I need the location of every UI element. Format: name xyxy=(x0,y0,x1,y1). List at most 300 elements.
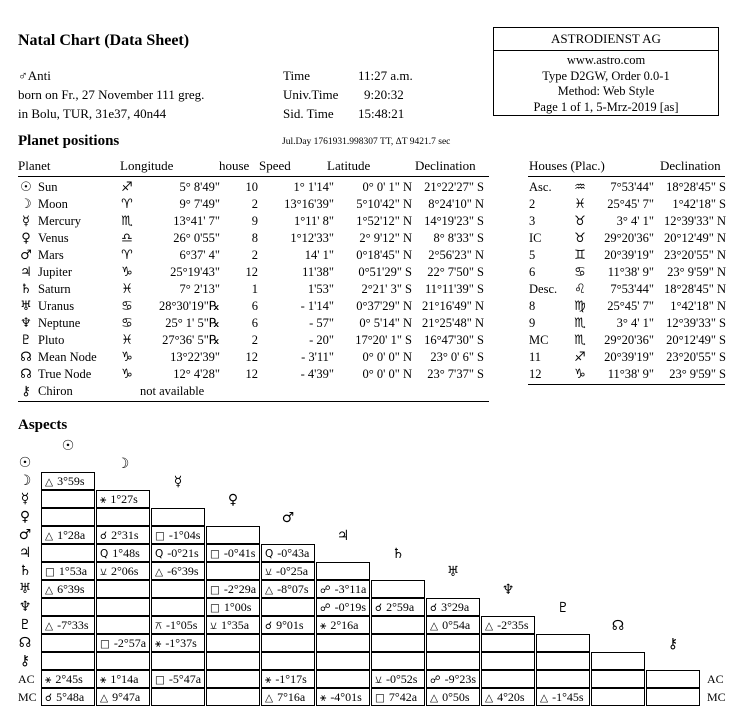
aspect-cell xyxy=(151,652,205,670)
aspect-orb: -6°39s xyxy=(167,564,199,578)
house-name: Desc. xyxy=(529,282,558,296)
aspect-cell xyxy=(426,616,480,634)
aspect-cell xyxy=(261,670,315,688)
aspect-cell xyxy=(206,616,260,634)
planet-latitude: 5°10'42" N xyxy=(356,197,412,211)
person-info xyxy=(18,66,204,123)
planet-latitude: 2° 9'12" N xyxy=(359,231,412,245)
aspect-glyph-icon: ☍ xyxy=(430,674,441,686)
aspect-orb: 9°01s xyxy=(276,618,304,632)
aspect-glyph-icon: Q xyxy=(265,548,274,560)
planet-house: 12 xyxy=(245,367,258,381)
aspect-glyph-icon: △ xyxy=(100,692,109,704)
zodiac-sign-icon: ♓ xyxy=(121,333,133,348)
aspect-cell xyxy=(41,544,95,562)
aspect-orb: -5°47a xyxy=(168,672,202,686)
planet-latitude: 0° 0' 1" N xyxy=(362,180,412,194)
col-header-latitude: Latitude xyxy=(327,158,371,173)
aspect-cell xyxy=(261,562,315,580)
col-header-speed: Speed xyxy=(259,158,291,173)
aspect-cell xyxy=(591,670,645,688)
aspect-glyph-icon: △ xyxy=(265,584,274,596)
planet-latitude: 0°37'29" N xyxy=(356,299,412,313)
planet-glyph-icon: ♇ xyxy=(20,333,32,348)
house-declination: 12°39'33" N xyxy=(663,214,726,228)
astrodienst-box xyxy=(493,27,719,116)
aspect-glyph-icon: ☌ xyxy=(100,530,108,542)
aspect-glyph-icon: ⚺ xyxy=(100,566,107,578)
aspect-cell xyxy=(41,490,95,508)
house-row xyxy=(528,213,728,230)
planet-longitude: 6°37' 4" xyxy=(179,248,220,262)
planet-glyph-icon: ☉ xyxy=(20,180,32,195)
aspect-glyph-icon: △ xyxy=(155,566,164,578)
aspect-cell xyxy=(206,580,260,598)
aspect-row-label: MC xyxy=(18,690,37,704)
aspect-row-label: ☊ xyxy=(18,635,32,651)
col-header-house: house xyxy=(219,158,250,173)
planet-glyph-icon: ☊ xyxy=(20,350,32,365)
planet-declination: 23° 0' 6" S xyxy=(430,350,484,364)
aspect-orb: 9°47a xyxy=(112,690,141,704)
zodiac-sign-icon: ♓ xyxy=(121,282,133,297)
aspect-cell xyxy=(371,598,425,616)
aspect-cell xyxy=(261,688,315,706)
house-row xyxy=(528,315,728,332)
aspect-orb: -1°45s xyxy=(552,690,584,704)
planet-glyph-icon: ♆ xyxy=(20,316,32,331)
aspect-orb: -4°01s xyxy=(330,690,362,704)
house-row xyxy=(528,366,728,383)
planet-name: Mercury xyxy=(38,214,82,228)
aspect-orb: -0°52s xyxy=(386,672,418,686)
planet-row xyxy=(18,366,490,383)
aspect-glyph-icon: ⚺ xyxy=(210,620,217,632)
aspect-cell xyxy=(261,616,315,634)
zodiac-sign-icon: ♋ xyxy=(121,299,133,314)
aspect-glyph-icon: △ xyxy=(485,620,494,632)
person-name: ♂Anti xyxy=(18,68,51,83)
planet-glyph-icon: ♅ xyxy=(20,299,32,314)
planet-speed: 1'53" xyxy=(307,282,334,296)
planet-name: Moon xyxy=(38,197,68,211)
planet-speed: 1°12'33" xyxy=(290,231,334,245)
aspect-cell xyxy=(536,688,590,706)
planet-speed: - 57" xyxy=(309,316,334,330)
aspect-glyph-icon: ⚹ xyxy=(320,692,327,704)
house-declination: 12°39'33" S xyxy=(666,316,726,330)
zodiac-sign-icon: ♋ xyxy=(121,316,133,331)
planet-declination: 21°25'48" N xyxy=(421,316,484,330)
aspect-cell xyxy=(206,652,260,670)
aspect-orb: -0°43a xyxy=(277,546,310,560)
time-values xyxy=(358,66,413,123)
aspect-cell xyxy=(151,562,205,580)
planet-latitude: 0° 0' 0" N xyxy=(362,367,412,381)
planet-row xyxy=(18,247,490,264)
aspect-orb: -2°57a xyxy=(113,636,147,650)
house-name: 2 xyxy=(529,197,536,211)
house-row xyxy=(528,230,728,247)
col-header-house-declination: Declination xyxy=(660,158,721,173)
aspect-cell xyxy=(371,670,425,688)
house-table xyxy=(528,179,728,383)
aspect-row-label: ♄ xyxy=(18,563,32,579)
house-longitude: 7°53'44" xyxy=(610,180,654,194)
house-name: IC xyxy=(529,231,542,245)
house-row xyxy=(528,332,728,349)
time-label: Time xyxy=(283,68,310,83)
aspect-glyph-icon: ☌ xyxy=(375,602,383,614)
zodiac-sign-icon: ♑ xyxy=(121,265,133,280)
aspect-column-label: ☉ xyxy=(61,438,75,454)
aspect-row-label-right: AC xyxy=(707,672,724,686)
aspect-cell xyxy=(261,598,315,616)
chart-type: Type D2GW, Order 0.0-1 xyxy=(542,68,670,83)
planet-longitude: 26° 0'55" xyxy=(173,231,220,245)
zodiac-sign-icon: ♑ xyxy=(574,367,586,382)
aspect-cell xyxy=(371,652,425,670)
aspect-row-label: ☉ xyxy=(18,455,32,471)
aspect-glyph-icon: ⚺ xyxy=(265,566,272,578)
aspect-cell xyxy=(426,652,480,670)
aspect-column-label: ♆ xyxy=(501,582,515,598)
aspect-cell xyxy=(96,688,150,706)
aspect-cell xyxy=(206,688,260,706)
aspect-column-label: ☿ xyxy=(173,474,183,490)
planet-declination: 2°56'23" N xyxy=(428,248,484,262)
aspect-glyph-icon: ☌ xyxy=(265,620,273,632)
aspect-orb: 1°28a xyxy=(57,528,86,542)
aspect-glyph-icon: △ xyxy=(430,692,439,704)
aspect-row-label: ☽ xyxy=(18,473,32,489)
aspect-orb: 2°31s xyxy=(111,528,139,542)
planet-latitude: 2°21' 3" S xyxy=(361,282,412,296)
zodiac-sign-icon: ♐ xyxy=(574,350,586,365)
aspect-glyph-icon: ⚹ xyxy=(155,638,162,650)
aspect-row-label: ♀ xyxy=(19,509,31,525)
aspect-cell xyxy=(316,616,370,634)
aspect-orb: 3°29a xyxy=(441,600,470,614)
house-name: 8 xyxy=(529,299,536,313)
house-declination: 23° 9'59" S xyxy=(669,367,726,381)
planet-latitude: 0°51'29" S xyxy=(358,265,412,279)
aspect-cell xyxy=(41,634,95,652)
aspect-orb: 1°53a xyxy=(58,564,88,578)
aspect-orb: 3°59s xyxy=(57,474,85,488)
aspect-cell xyxy=(151,544,205,562)
aspect-cell xyxy=(206,598,260,616)
house-row xyxy=(528,281,728,298)
planet-house: 12 xyxy=(245,265,258,279)
aspect-glyph-icon: △ xyxy=(485,692,494,704)
aspect-cell xyxy=(316,562,370,580)
aspect-glyph-icon: Q xyxy=(100,548,109,560)
planet-longitude: 28°30'19"℞ xyxy=(158,299,220,313)
house-name: 5 xyxy=(529,248,536,262)
aspect-cell xyxy=(96,670,150,688)
aspect-cell xyxy=(41,652,95,670)
aspect-cell xyxy=(371,616,425,634)
aspect-cell xyxy=(481,652,535,670)
planet-row xyxy=(18,315,490,332)
aspect-glyph-icon: □ xyxy=(210,584,220,596)
planet-glyph-icon: ⚷ xyxy=(21,384,31,399)
house-row xyxy=(528,298,728,315)
house-longitude: 7°53'44" xyxy=(610,282,654,296)
planet-table-bottom-rule xyxy=(18,401,489,402)
aspect-orb: -1°37s xyxy=(165,636,197,650)
aspect-cell xyxy=(481,616,535,634)
house-longitude: 3° 4' 1" xyxy=(616,316,654,330)
aspect-glyph-icon: ⚹ xyxy=(45,674,52,686)
aspect-cell xyxy=(481,670,535,688)
aspect-column-label: ☊ xyxy=(611,618,625,634)
planet-house: 10 xyxy=(245,180,258,194)
aspect-cell xyxy=(151,508,205,526)
aspect-row-label: ♂ xyxy=(18,527,32,543)
aspect-glyph-icon: □ xyxy=(155,674,165,686)
sid-time-value: 15:48:21 xyxy=(358,106,405,121)
house-name: 6 xyxy=(529,265,536,279)
aspect-glyph-icon: ⚹ xyxy=(100,494,107,506)
zodiac-sign-icon: ♒ xyxy=(574,180,586,195)
birth-place: in Bolu, TUR, 31e37, 40n44 xyxy=(18,106,167,121)
aspect-cell xyxy=(41,598,95,616)
house-row xyxy=(528,247,728,264)
aspect-cell xyxy=(481,688,535,706)
col-header-longitude: Longitude xyxy=(120,158,174,173)
aspect-cell xyxy=(371,580,425,598)
planet-name: Venus xyxy=(38,231,69,245)
planet-positions-heading: Planet positions xyxy=(18,133,120,149)
house-longitude: 11°38' 9" xyxy=(607,367,654,381)
planet-name: True Node xyxy=(38,367,92,381)
birth-date: born on Fr., 27 November 111 greg. xyxy=(18,87,205,102)
planet-declination: 23° 7'37" S xyxy=(427,367,484,381)
aspect-row-label-right: MC xyxy=(707,690,726,704)
page-info: Page 1 of 1, 5-Mrz-2019 [as] xyxy=(533,99,679,114)
julian-day: Jul.Day 1761931.998307 TT, ΔT 9421.7 sec xyxy=(282,137,451,147)
house-name: 12 xyxy=(529,367,542,381)
aspect-orb: 6°39s xyxy=(57,582,85,596)
zodiac-sign-icon: ♎ xyxy=(121,231,133,246)
planet-row xyxy=(18,179,490,196)
aspect-column-label: ♇ xyxy=(556,600,570,616)
aspect-cell xyxy=(41,688,95,706)
planet-row xyxy=(18,281,490,298)
aspect-row-label: AC xyxy=(18,672,35,686)
planet-name: Sun xyxy=(38,180,58,194)
aspect-glyph-icon: ☌ xyxy=(45,692,53,704)
planet-name: Jupiter xyxy=(38,265,73,279)
zodiac-sign-icon: ♑ xyxy=(121,367,133,382)
sid-time-label: Sid. Time xyxy=(283,106,334,121)
aspect-glyph-icon: ☌ xyxy=(430,602,438,614)
planet-name: Chiron xyxy=(38,384,73,398)
aspect-cell xyxy=(426,670,480,688)
aspect-orb: -2°29a xyxy=(223,582,257,596)
planet-latitude: 0° 0' 0" N xyxy=(362,350,412,364)
aspect-cell xyxy=(206,544,260,562)
planet-speed: 14' 1" xyxy=(304,248,334,262)
aspect-row-label: ♃ xyxy=(18,545,32,561)
house-longitude: 25°45' 7" xyxy=(607,299,654,313)
planet-name: Mars xyxy=(38,248,64,262)
aspect-cell xyxy=(261,652,315,670)
aspect-cell xyxy=(151,526,205,544)
aspect-glyph-icon: □ xyxy=(210,548,220,560)
aspect-cell xyxy=(96,652,150,670)
aspect-cell xyxy=(591,688,645,706)
aspect-cell xyxy=(261,544,315,562)
planet-glyph-icon: ♃ xyxy=(20,265,32,280)
house-longitude: 20°39'19" xyxy=(604,350,654,364)
planet-longitude: not available xyxy=(140,384,205,398)
planet-house: 2 xyxy=(251,248,258,262)
planet-glyph-icon: ♂ xyxy=(20,248,32,263)
planet-name: Uranus xyxy=(38,299,75,313)
house-declination: 18°28'45" N xyxy=(663,282,726,296)
zodiac-sign-icon: ♏ xyxy=(574,316,586,331)
chart-method: Method: Web Style xyxy=(557,84,655,98)
page-title: Natal Chart (Data Sheet) xyxy=(18,32,190,49)
zodiac-sign-icon: ♉ xyxy=(574,231,586,246)
house-declination: 1°42'18" S xyxy=(672,197,726,211)
aspect-cell xyxy=(41,616,95,634)
aspect-glyph-icon: △ xyxy=(45,584,54,596)
aspect-orb: -7°33s xyxy=(57,618,89,632)
aspect-cell xyxy=(151,598,205,616)
planet-house: 2 xyxy=(251,333,258,347)
aspect-cell xyxy=(536,652,590,670)
aspect-cell xyxy=(151,580,205,598)
planet-row xyxy=(18,213,490,230)
house-declination: 18°28'45" S xyxy=(666,180,726,194)
house-name: 3 xyxy=(529,214,536,228)
aspect-orb: 1°35a xyxy=(221,618,250,632)
house-name: MC xyxy=(529,333,549,347)
aspect-cell xyxy=(41,670,95,688)
aspect-orb: -0°41s xyxy=(223,546,256,560)
planet-declination: 21°16'49" N xyxy=(421,299,484,313)
aspect-orb: 4°20s xyxy=(497,690,525,704)
aspect-glyph-icon: △ xyxy=(45,530,54,542)
planet-name: Saturn xyxy=(38,282,71,296)
aspect-orb: 2°59a xyxy=(386,600,415,614)
aspect-cell xyxy=(206,562,260,580)
planet-declination: 14°19'23" S xyxy=(424,214,484,228)
aspect-column-label: ♂ xyxy=(281,510,295,526)
aspect-cell xyxy=(426,688,480,706)
house-row xyxy=(528,264,728,281)
aspect-orb: -2°35s xyxy=(497,618,529,632)
aspect-glyph-icon: △ xyxy=(540,692,549,704)
planet-latitude: 0° 5'14" N xyxy=(359,316,412,330)
house-name: Asc. xyxy=(529,180,552,194)
aspect-orb: -8°07s xyxy=(277,582,309,596)
planet-house: 9 xyxy=(251,214,258,228)
planet-declination: 11°11'39" S xyxy=(424,282,484,296)
planet-row xyxy=(18,349,490,366)
astrodienst-url[interactable]: www.astro.com xyxy=(566,53,646,67)
aspect-cell xyxy=(316,634,370,652)
aspect-cell xyxy=(96,616,150,634)
aspect-cell xyxy=(536,670,590,688)
aspect-cell xyxy=(151,670,205,688)
planet-declination: 8°24'10" N xyxy=(428,197,484,211)
zodiac-sign-icon: ♍ xyxy=(574,299,586,314)
aspect-cell xyxy=(261,580,315,598)
aspect-orb: 2°06s xyxy=(111,564,139,578)
aspect-cell xyxy=(96,580,150,598)
house-longitude: 25°45' 7" xyxy=(607,197,654,211)
aspect-cell xyxy=(41,508,95,526)
aspect-row-label: ♇ xyxy=(18,617,32,633)
aspect-cell xyxy=(426,598,480,616)
zodiac-sign-icon: ♊ xyxy=(574,248,586,263)
planet-longitude: 7° 2'13" xyxy=(179,282,220,296)
planet-latitude: 17°20' 1" S xyxy=(355,333,412,347)
aspect-cell xyxy=(96,544,150,562)
planet-glyph-icon: ☽ xyxy=(20,197,32,212)
house-header-rule xyxy=(528,176,725,177)
aspect-glyph-icon: ⚺ xyxy=(375,674,382,686)
aspect-glyph-icon: □ xyxy=(375,692,385,704)
aspect-cell xyxy=(371,634,425,652)
planet-row xyxy=(18,230,490,247)
planet-declination: 8° 8'33" S xyxy=(433,231,484,245)
aspect-glyph-icon: △ xyxy=(45,620,54,632)
house-longitude: 29°20'36" xyxy=(604,333,654,347)
aspect-glyph-icon: ⚹ xyxy=(320,620,327,632)
aspect-orb: 1°14a xyxy=(110,672,139,686)
aspect-cell xyxy=(481,634,535,652)
planet-row xyxy=(18,264,490,281)
aspect-glyph-icon: △ xyxy=(430,620,439,632)
aspect-cell xyxy=(536,634,590,652)
planet-house: 2 xyxy=(251,197,258,211)
aspect-cell xyxy=(151,688,205,706)
col-header-planet: Planet xyxy=(18,158,51,173)
planet-longitude: 13°41' 7" xyxy=(173,214,220,228)
zodiac-sign-icon: ♈ xyxy=(121,248,133,263)
aspect-row-label: ♆ xyxy=(18,599,32,615)
planet-name: Mean Node xyxy=(38,350,97,364)
house-longitude: 20°39'19" xyxy=(604,248,654,262)
house-table-bottom-rule xyxy=(528,384,725,385)
col-header-houses: Houses (Plac.) xyxy=(529,158,605,173)
house-declination: 1°42'18" N xyxy=(670,299,726,313)
planet-house: 8 xyxy=(251,231,258,245)
planet-house: 1 xyxy=(251,282,258,296)
planet-speed: - 4'39" xyxy=(300,367,334,381)
aspect-orb: 1°27s xyxy=(110,492,138,506)
univ-time-value: 9:20:32 xyxy=(364,87,404,102)
aspect-orb: -1°17s xyxy=(275,672,307,686)
aspect-cell xyxy=(371,688,425,706)
planet-row xyxy=(18,196,490,213)
aspect-cell xyxy=(96,490,150,508)
planet-glyph-icon: ☊ xyxy=(20,367,32,382)
house-row xyxy=(528,349,728,366)
planet-speed: 13°16'39" xyxy=(284,197,334,211)
aspect-orb: 2°16a xyxy=(330,618,359,632)
house-name: 9 xyxy=(529,316,536,330)
planet-longitude: 13°22'39" xyxy=(170,350,220,364)
house-longitude: 3° 4' 1" xyxy=(616,214,654,228)
zodiac-sign-icon: ♑ xyxy=(121,350,133,365)
